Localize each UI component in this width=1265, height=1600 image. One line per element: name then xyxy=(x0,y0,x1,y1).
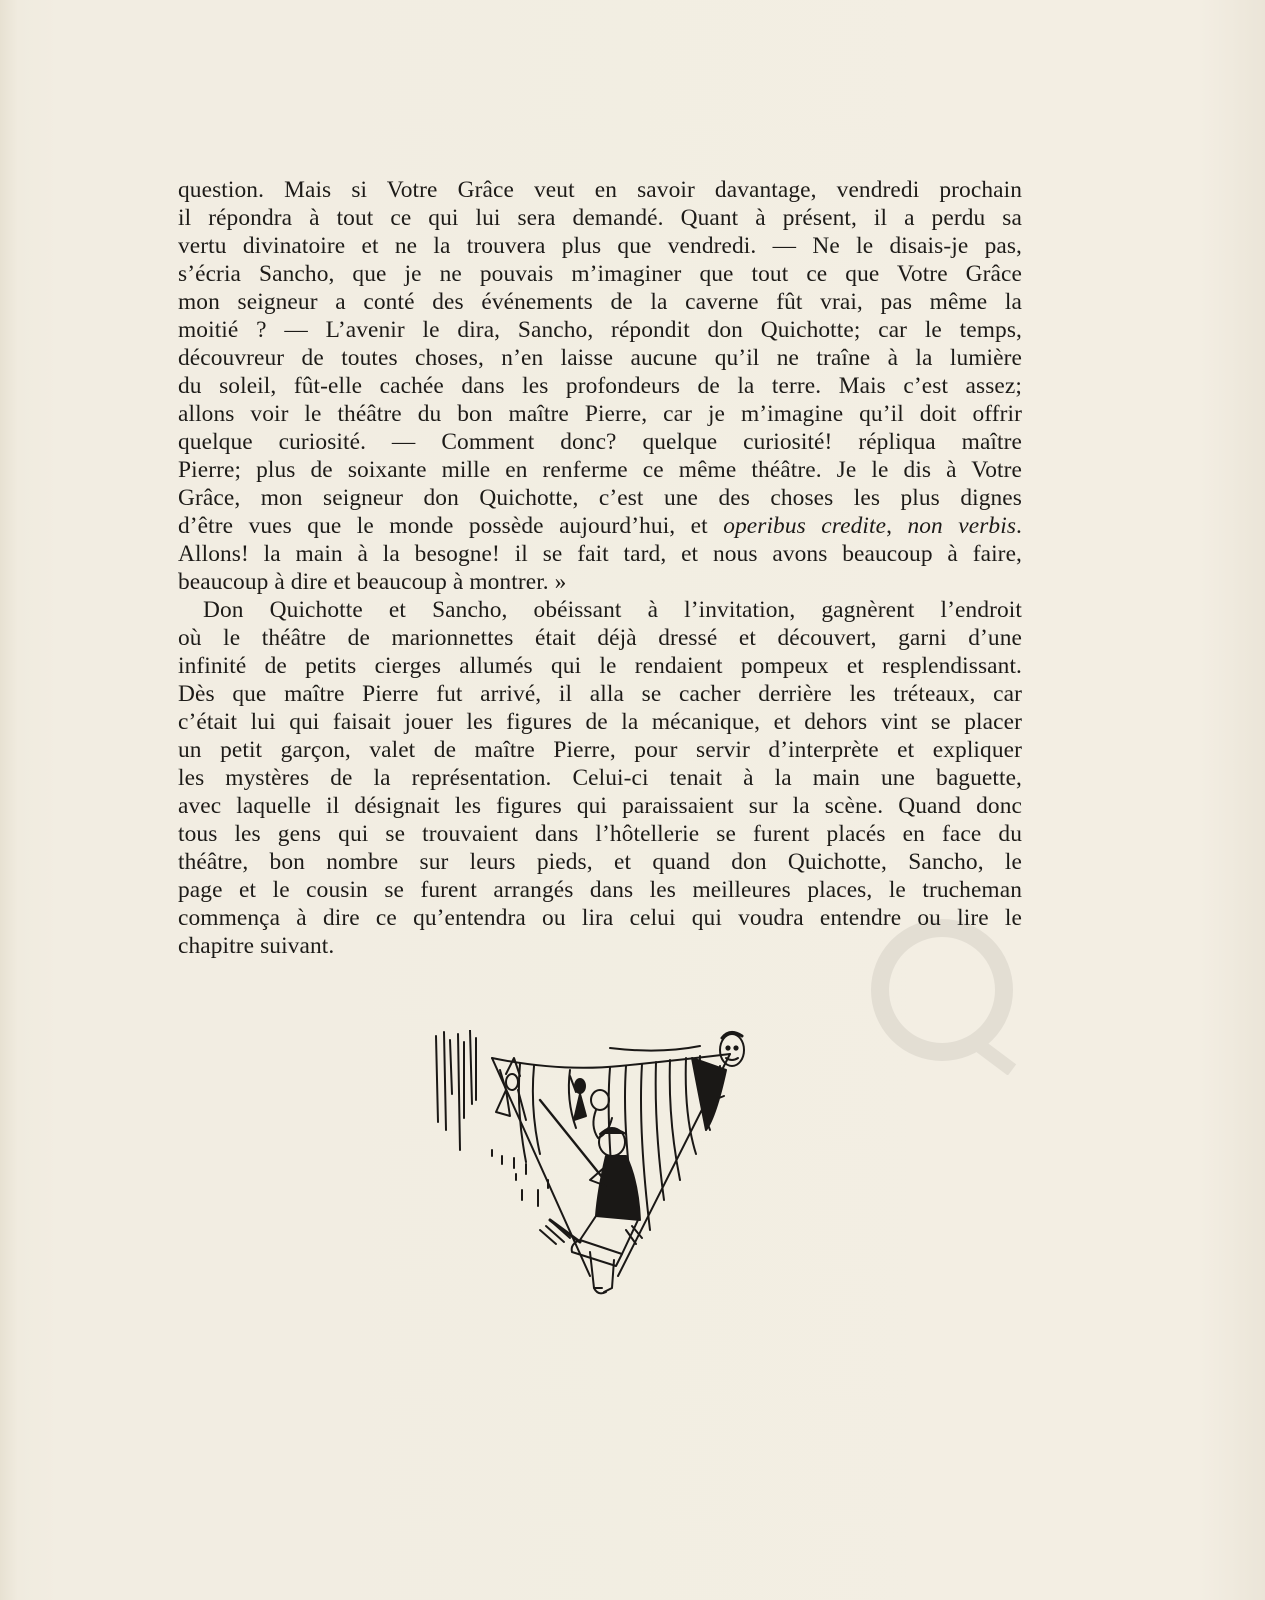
text-line: théâtre, bon nombre sur leurs pieds, et quand don Quichotte, Sancho, le xyxy=(178,849,1022,875)
text-line: chapitre suivant. xyxy=(178,933,335,959)
latin-phrase: operibus credite xyxy=(723,513,887,539)
text-line: infinité de petits cierges allumés qui le rendaient pompeux et resplendissant. xyxy=(178,653,1022,679)
text-line: tous les gens qui se trouvaient dans l’hôtellerie se furent placés en face du xyxy=(178,821,1022,847)
body-text xyxy=(178,176,1022,960)
text-line-with-latin xyxy=(178,512,1022,540)
text-line: les mystères de la représentation. Celui-ci tenait à la main une baguette, xyxy=(178,765,1022,791)
text-line: moitié ? — L’avenir le dira, Sancho, répondit don Quichotte; car le temps, xyxy=(178,317,1022,343)
text-line: Allons! la main à la besogne! il se fait tard, et nous avons beaucoup à faire, xyxy=(178,541,1022,567)
text-line: quelque curiosité. — Comment donc? quelque curiosité! répliqua maître xyxy=(178,429,1022,455)
text-line: allons voir le théâtre du bon maître Pierre, car je m’imagine qu’il doit offrir xyxy=(178,401,1022,427)
text-line: Don Quichotte et Sancho, obéissant à l’invitation, gagnèrent l’endroit xyxy=(203,597,1022,623)
latin-phrase: non verbis xyxy=(907,513,1017,539)
text-line: c’était lui qui faisait jouer les figures de la mécanique, et dehors vint se placer xyxy=(178,709,1022,735)
text-line: question. Mais si Votre Grâce veut en savoir davantage, vendredi prochain xyxy=(178,177,1022,203)
text-line: découvreur de toutes choses, n’en laisse aucune qu’il ne traîne à la lumière xyxy=(178,345,1022,371)
text-line: Pierre; plus de soixante mille en renferme ce même théâtre. Je le dis à Votre xyxy=(178,457,1022,483)
text-segment: , xyxy=(886,513,908,539)
text-line: s’écria Sancho, que je ne pouvais m’imaginer que tout ce que Votre Grâce xyxy=(178,261,1022,287)
text-line: il répondra à tout ce qui lui sera demandé. Quant à présent, il a perdu sa xyxy=(178,205,1022,231)
text-line: vertu divinatoire et ne la trouvera plus que vendredi. — Ne le disais-je pas, xyxy=(178,233,1022,259)
text-segment: . xyxy=(1016,513,1022,539)
text-line: page et le cousin se furent arrangés dans les meilleures places, le trucheman xyxy=(178,877,1022,903)
text-line: Dès que maître Pierre fut arrivé, il alla se cacher derrière les tréteaux, car xyxy=(178,681,1022,707)
text-segment: d’être vues que le monde possède aujourd’hui, et xyxy=(178,513,724,539)
text-line: du soleil, fût-elle cachée dans les profondeurs de la terre. Mais c’est assez; xyxy=(178,373,1022,399)
text-line: mon seigneur a conté des événements de la caverne fût vrai, pas même la xyxy=(178,289,1022,315)
text-line: Grâce, mon seigneur don Quichotte, c’est une des choses les plus dignes xyxy=(178,485,1022,511)
text-line: beaucoup à dire et beaucoup à montrer. » xyxy=(178,569,567,595)
text-line: avec laquelle il désignait les figures qui paraissaient sur la scène. Quand donc xyxy=(178,793,1022,819)
text-line: où le théâtre de marionnettes était déjà dressé et découvert, garni d’une xyxy=(178,625,1022,651)
text-line: commença à dire ce qu’entendra ou lira celui qui voudra entendre ou lire le xyxy=(178,905,1022,931)
puppet-theatre-illustration xyxy=(430,1030,770,1316)
text-line: un petit garçon, valet de maître Pierre, pour servir d’interprète et expliquer xyxy=(178,737,1022,763)
